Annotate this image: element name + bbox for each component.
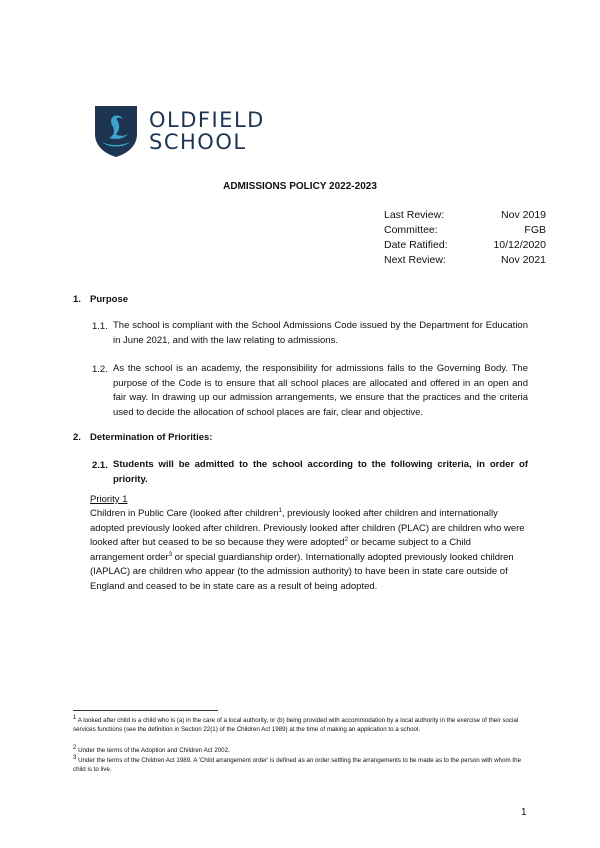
- school-name-line-2: SCHOOL: [149, 130, 247, 154]
- priority-1-text: [90, 507, 527, 594]
- clause-1-2-number: 1.2.: [92, 364, 108, 375]
- footnote-2: [73, 746, 528, 755]
- meta-value: Nov 2021: [501, 254, 546, 266]
- meta-row: [384, 238, 546, 253]
- clause-1-1-number: 1.1.: [92, 321, 108, 332]
- priority-1-text-part: or became subject to a Child arrangement order: [90, 537, 471, 563]
- clause-2-1-text: Students will be admitted to the school according to the following criteria, in order of priority.: [113, 459, 528, 485]
- footnote-mark: 1: [73, 714, 77, 721]
- meta-label: Next Review:: [384, 254, 446, 266]
- meta-label: Date Ratified:: [384, 239, 448, 251]
- footnote-text: Under the terms of the Adoption and Children Act 2002.: [76, 747, 230, 754]
- footnote-mark: 3: [73, 754, 77, 761]
- review-info: [384, 208, 546, 268]
- school-name-line-1: OLDFIELD: [149, 108, 265, 132]
- footnote-ref-3: 3: [168, 551, 173, 558]
- priority-1-text-part: , previously looked after children and internationally adopted previously looked after children. Previously looked after children (PLAC) are children who were looked after but ceased to be so because they were adopted: [90, 508, 525, 548]
- priority-1-heading: Priority 1: [90, 494, 128, 505]
- footnote-text: Under the terms of the Children Act 1989. A 'Child arrangement order' is defined as an order settling the arrangements to be made as to the person with whom the child is to live.: [73, 757, 522, 773]
- meta-label: Committee:: [384, 224, 438, 236]
- footnote-mark: 2: [73, 744, 77, 751]
- clause-2-1-number: 2.1.: [92, 460, 108, 471]
- school-name: [149, 109, 265, 153]
- clause-1-1-text: The school is compliant with the School Admissions Code issued by the Department for Education in June 2021, and with the law relating to admissions.: [113, 320, 528, 346]
- meta-label: Last Review:: [384, 209, 445, 221]
- section-2-number: 2.: [73, 432, 81, 443]
- section-1-heading: Purpose: [90, 294, 129, 305]
- clause-1-2-text: As the school is an academy, the responsibility for admissions falls to the Governing Body. The purpose of the Code is to ensure that all school places are allocated and offered in an open and fair way. In drawing up our admission arrangements, we ensure that the practices and the criteria used to decide the allocation of school places are fair, clear and objective.: [113, 363, 528, 418]
- footnote-ref-2: 2: [344, 536, 348, 543]
- meta-value: Nov 2019: [501, 209, 546, 221]
- meta-row: [384, 253, 546, 268]
- priority-1-text-part: Children in Public Care (looked after children: [90, 508, 279, 519]
- meta-row: [384, 208, 546, 223]
- swan-crest-icon: [93, 104, 139, 158]
- document-title: ADMISSIONS POLICY 2022-2023: [223, 181, 377, 192]
- footnote-divider: [73, 710, 218, 711]
- section-2-heading: Determination of Priorities:: [90, 432, 213, 443]
- school-logo: [93, 104, 265, 158]
- footnote-ref-1: 1: [278, 507, 282, 514]
- priority-1-text-part: or special guardianship order). Internationally adopted previously looked children (IAPLAC) are children who appear (to the admission authority) to have been in state care outside of England and ceased to be in state care as a result of being adopted.: [90, 551, 514, 592]
- meta-row: [384, 223, 546, 238]
- meta-value: FGB: [524, 224, 546, 236]
- footnote-text: A looked after child is a child who is (a) in the care of a local authority, or (b) being provided with accommodation by a local authority in the exercise of their social services functions (see the definition in Section 22(1) of the Children Act 1989) at the time of making an application to a school.: [73, 717, 519, 733]
- meta-value: 10/12/2020: [493, 239, 546, 251]
- footnote-1: [73, 716, 528, 734]
- page-number: 1: [521, 807, 527, 818]
- footnote-3: [73, 756, 528, 774]
- section-1-number: 1.: [73, 294, 81, 305]
